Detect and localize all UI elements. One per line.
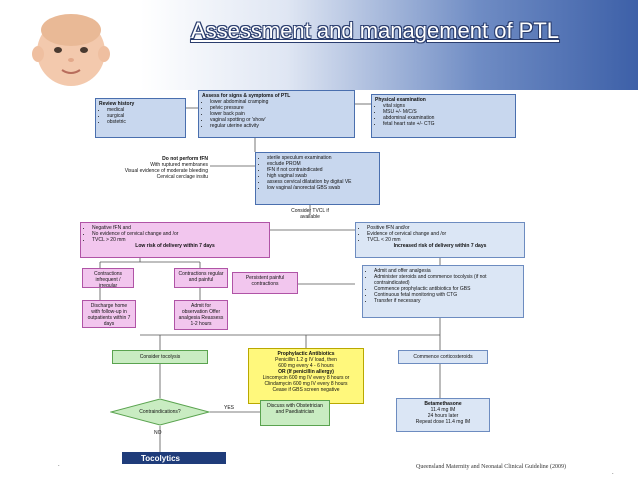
review-history-title: Review history: [99, 101, 135, 107]
no-label: NO: [154, 430, 162, 436]
consider-tocolysis-box: Consider tocolysis: [112, 350, 208, 364]
discharge-home-box: Discharge home with follow-up in outpatients within 7 days: [82, 300, 136, 328]
list-item: • TVCL > 20 mm: [92, 237, 266, 243]
high-risk-summary: Increased risk of delivery within 7 days: [393, 243, 487, 249]
list-item: • medical: [107, 107, 182, 113]
antibiotics-line: Penicillin 1.2 g IV load, then: [275, 357, 337, 363]
physical-exam-box: [371, 94, 516, 138]
list-item: • surgical: [107, 113, 182, 119]
list-item: • regular uterine activity: [210, 123, 351, 129]
list-item: • vaginal spotting or 'show': [210, 117, 351, 123]
list-item: • Administer steroids and commence tocolysis (if not contraindicated): [374, 274, 520, 286]
note-line: With ruptured membranes: [150, 162, 208, 168]
yes-label: YES: [224, 405, 235, 411]
tocolytics-box: Tocolytics: [122, 452, 226, 464]
antibiotics-line: OR (If penicillin allergy): [278, 369, 334, 375]
commence-steroids-box: Commence corticosteroids: [398, 350, 488, 364]
discuss-box: Discuss with Obstetrician and Paediatrician: [260, 400, 330, 426]
list-item: • fFN if not contraindicated: [267, 167, 376, 173]
high-risk-box: [355, 222, 525, 258]
list-item: • Negative fFN and: [92, 225, 266, 231]
list-item: • lower back pain: [210, 111, 351, 117]
list-item: • vital signs: [383, 103, 512, 109]
consider-tvcl-label: Consider TVCL if available: [291, 208, 329, 220]
antibiotics-line: Cease if GBS screen negative: [272, 387, 340, 393]
list-item: • Evidence of cervical change and /or: [367, 231, 521, 237]
corner-mark-right: .: [612, 470, 614, 476]
low-risk-summary: Low risk of delivery within 7 days: [135, 243, 215, 249]
list-item: • lower abdominal cramping: [210, 99, 351, 105]
antibiotics-title: Prophylactic Antibiotics: [277, 351, 335, 357]
slide-title: Assessment and management of PTL: [190, 18, 560, 43]
list-item: • MSU +/- M/C/S: [383, 109, 512, 115]
list-item: • Continuous fetal monitoring with CTG: [374, 292, 520, 298]
list-item: • TVCL < 20 mm: [367, 237, 521, 243]
antibiotics-line: 600 mg every 4 - 6 hours: [278, 363, 334, 369]
note-line: Cervical cerclage insitu: [156, 174, 208, 180]
list-item: • abdominal examination: [383, 115, 512, 121]
review-history-box: [95, 98, 186, 138]
speculum-box: [255, 152, 380, 205]
list-item: • Transfer if necessary: [374, 298, 520, 304]
do-not-perform-title: Do not perform fFN: [162, 156, 208, 162]
list-item: • Admit and offer analgesia: [374, 268, 520, 274]
antibiotics-box: [248, 348, 364, 404]
contraindications-label: Contraindications?: [139, 409, 181, 415]
list-item: • high vaginal swab: [267, 173, 376, 179]
antibiotics-line: Lincomycin 600 mg IV every 8 hours or: [262, 375, 350, 381]
betamethasone-line: Repeat dose 11.4 mg IM: [415, 419, 471, 425]
footer-citation: Queensland Maternity and Neonatal Clinical Guideline (2009): [416, 464, 566, 470]
contractions-regular-box: Contractions regular and painful: [174, 268, 228, 288]
list-item: • low vaginal /anorectal GBS swab: [267, 185, 376, 191]
betamethasone-line: 24 hours later: [427, 413, 459, 419]
list-item: • fetal heart rate +/- CTG: [383, 121, 512, 127]
betamethasone-line: 11.4 mg IM: [430, 407, 456, 413]
persistent-contractions-box: Persistent painful contractions: [232, 272, 298, 294]
list-item: • assess cervical dilatation by digital VE: [267, 179, 376, 185]
note-line: Visual evidence of moderate bleeding: [124, 168, 208, 174]
list-item: • No evidence of cervical change and /or: [92, 231, 266, 237]
physical-exam-title: Physical examination: [375, 97, 426, 103]
corner-mark-left: .: [58, 462, 60, 468]
list-item: • Commence prophylactic antibiotics for GBS: [374, 286, 520, 292]
assess-signs-title: Assess for signs & symptoms of PTL: [202, 93, 291, 99]
antibiotics-line: Clindamycin 600 mg IV every 8 hours: [264, 381, 348, 387]
list-item: • exclude PROM: [267, 161, 376, 167]
list-item: • pelvic pressure: [210, 105, 351, 111]
betamethasone-box: [396, 398, 490, 432]
betamethasone-title: Betamethasone: [424, 401, 462, 407]
list-item: • Positive fFN and/or: [367, 225, 521, 231]
do-not-perform-note: [94, 156, 208, 180]
list-item: • sterile speculum examination: [267, 155, 376, 161]
list-item: • obstetric: [107, 119, 182, 125]
admit-observation-box: Admit for observation Offer analgesia Reassess 1-2 hours: [174, 300, 228, 330]
admit-list-box: [362, 265, 524, 318]
low-risk-box: [80, 222, 270, 258]
assess-signs-box: [198, 90, 355, 138]
contractions-infrequent-box: Contractions infrequent / irregular: [82, 268, 134, 288]
